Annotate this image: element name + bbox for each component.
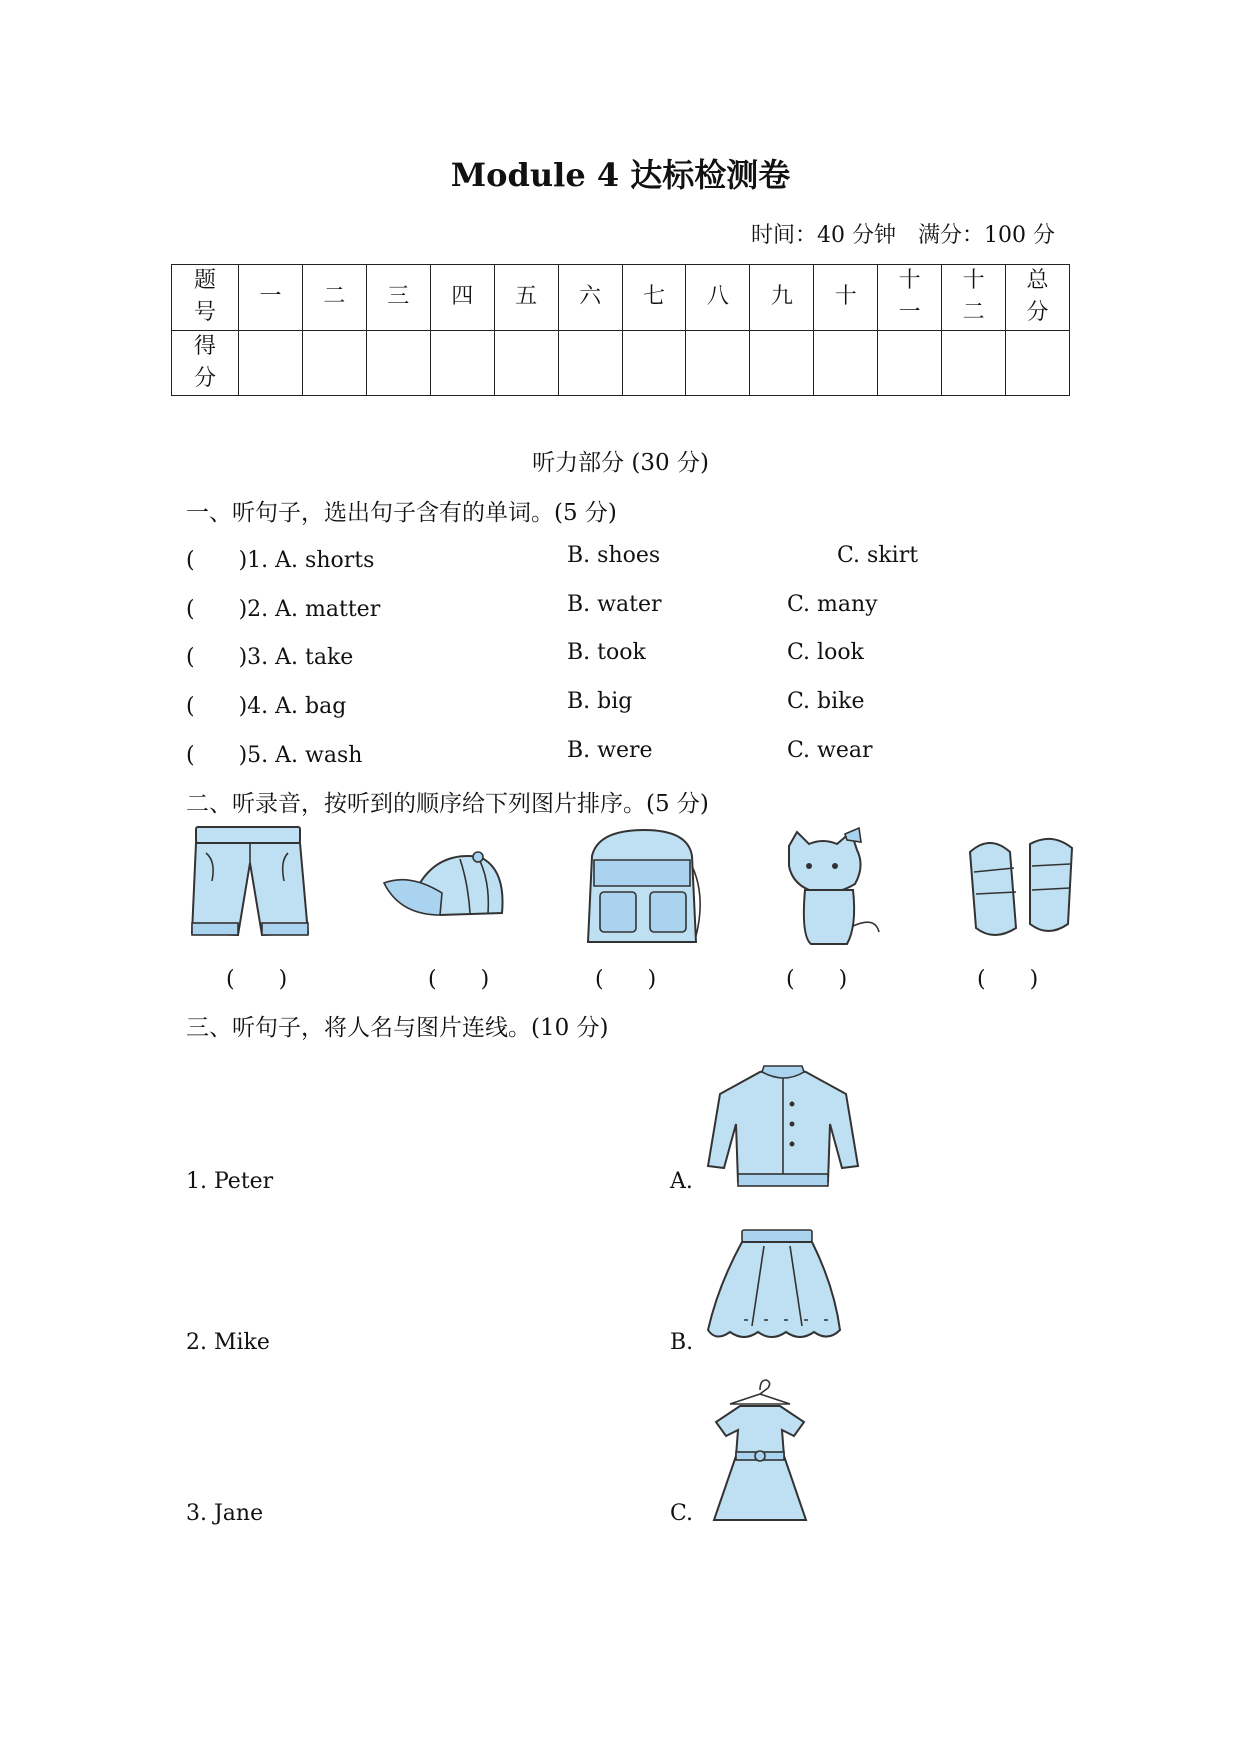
score-table-score-row — [172, 330, 1070, 396]
col-header: 总 分 — [1006, 265, 1070, 331]
col-header: 四 — [430, 265, 494, 331]
score-table-header-row — [172, 265, 1070, 331]
header-label-cell — [172, 265, 239, 331]
q5-option-b: B. were — [567, 738, 653, 763]
q2-option-c: C. many — [787, 592, 878, 617]
kitten-icon — [775, 826, 885, 952]
q1-stem: ( )1. A. shorts — [186, 548, 375, 573]
score-cell[interactable] — [430, 330, 494, 396]
section1-heading: 一、听句子，选出句子含有的单词。(5 分) — [186, 500, 617, 526]
col-header: 二 — [302, 265, 366, 331]
col-header: 八 — [686, 265, 750, 331]
order-bracket-3[interactable]: ( ) — [595, 967, 657, 992]
score-table — [171, 264, 1070, 396]
q1-option-b: B. shoes — [567, 543, 661, 568]
score-label-line1: 得 — [193, 333, 216, 359]
col-header: 九 — [750, 265, 814, 331]
score-cell[interactable] — [622, 330, 686, 396]
col-header: 七 — [622, 265, 686, 331]
col-header: 六 — [558, 265, 622, 331]
q1-option-c: C. skirt — [837, 543, 919, 568]
name-jane: 3. Jane — [186, 1501, 264, 1526]
jacket-icon — [706, 1064, 860, 1194]
score-cell[interactable] — [558, 330, 622, 396]
q2-option-b: B. water — [567, 592, 662, 617]
score-cell[interactable] — [302, 330, 366, 396]
q3-option-b: B. took — [567, 640, 646, 665]
skirt-icon — [704, 1226, 844, 1344]
score-cell[interactable] — [942, 330, 1006, 396]
col-header: 十 一 — [878, 265, 942, 331]
q3-option-c: C. look — [787, 640, 864, 665]
score-cell[interactable] — [878, 330, 942, 396]
cap-icon — [380, 843, 510, 943]
sandals-icon — [960, 832, 1084, 942]
name-peter: 1. Peter — [186, 1169, 274, 1194]
section2-heading: 二、听录音，按听到的顺序给下列图片排序。(5 分) — [186, 791, 709, 817]
q2-stem: ( )2. A. matter — [186, 597, 381, 622]
listening-part-title: 听力部分 (30 分) — [532, 450, 709, 476]
order-bracket-2[interactable]: ( ) — [428, 967, 490, 992]
order-bracket-1[interactable]: ( ) — [226, 967, 288, 992]
order-bracket-5[interactable]: ( ) — [977, 967, 1039, 992]
q5-stem: ( )5. A. wash — [186, 743, 363, 768]
section3-heading: 三、听句子，将人名与图片连线。(10 分) — [186, 1015, 609, 1041]
q4-option-c: C. bike — [787, 689, 865, 714]
header-label-line1: 题 — [193, 268, 216, 294]
dress-icon — [710, 1376, 810, 1526]
score-cell[interactable] — [494, 330, 558, 396]
q3-stem: ( )3. A. take — [186, 645, 354, 670]
score-label-cell — [172, 330, 239, 396]
score-cell[interactable] — [814, 330, 878, 396]
letter-b: B. — [670, 1330, 694, 1355]
letter-a: A. — [670, 1169, 693, 1194]
q5-option-c: C. wear — [787, 738, 873, 763]
time-score-info: 时间：40 分钟 满分：100 分 — [751, 223, 1055, 248]
backpack-icon — [578, 826, 708, 950]
score-cell[interactable] — [1006, 330, 1070, 396]
col-header: 十 — [814, 265, 878, 331]
page-title: Module 4 达标检测卷 — [450, 156, 791, 194]
letter-c: C. — [670, 1501, 694, 1526]
score-label-line2: 分 — [193, 365, 216, 391]
name-mike: 2. Mike — [186, 1330, 270, 1355]
header-label-line2: 号 — [193, 300, 216, 326]
q4-stem: ( )4. A. bag — [186, 694, 347, 719]
score-cell[interactable] — [366, 330, 430, 396]
col-header: 五 — [494, 265, 558, 331]
col-header: 三 — [366, 265, 430, 331]
q4-option-b: B. big — [567, 689, 633, 714]
shorts-icon — [188, 823, 314, 949]
score-cell[interactable] — [750, 330, 814, 396]
col-header: 一 — [239, 265, 303, 331]
score-cell[interactable] — [686, 330, 750, 396]
order-bracket-4[interactable]: ( ) — [786, 967, 848, 992]
col-header: 十 二 — [942, 265, 1006, 331]
score-cell[interactable] — [239, 330, 303, 396]
